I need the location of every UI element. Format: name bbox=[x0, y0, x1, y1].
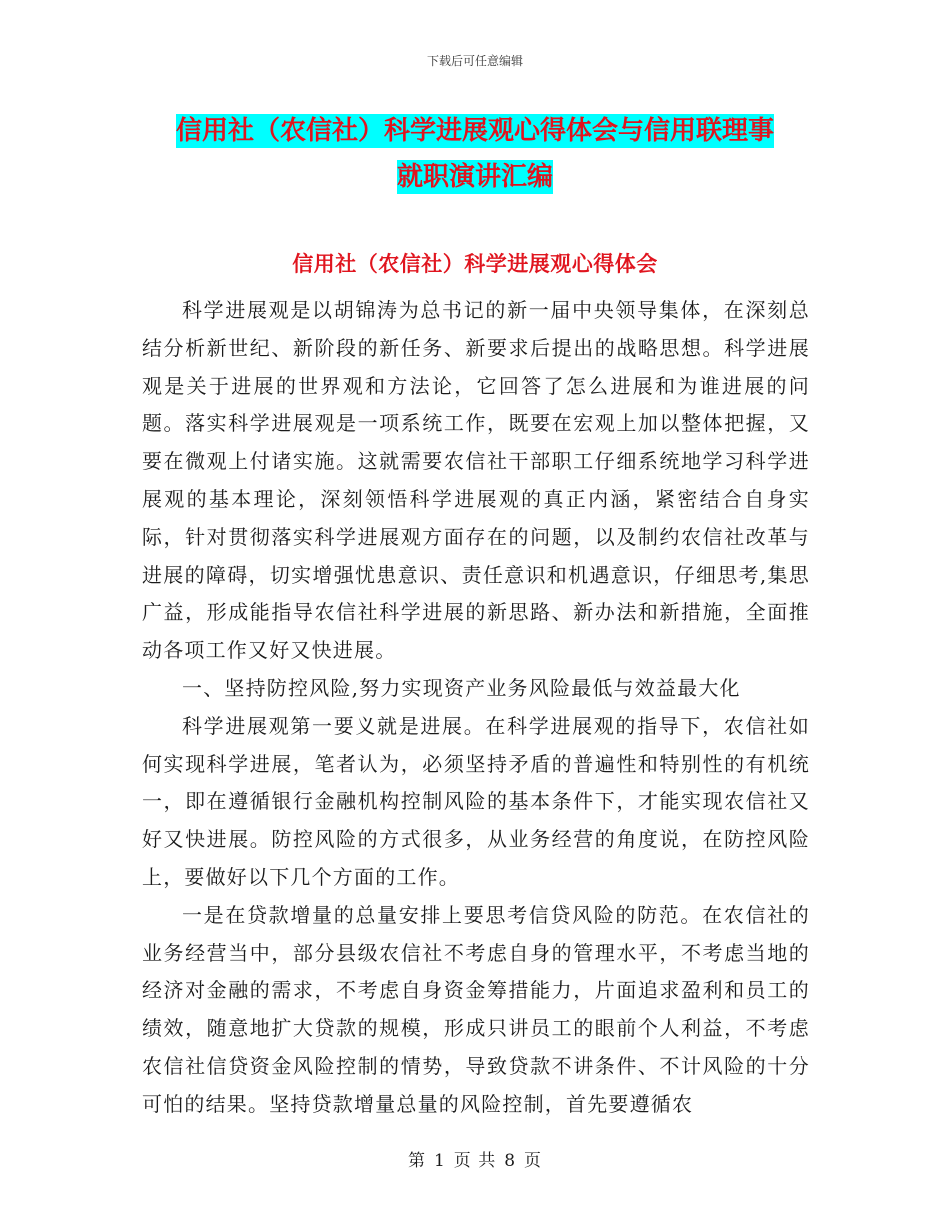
footer-mid: 页 共 bbox=[453, 1151, 497, 1171]
document-title-line-1: 信用社（农信社）科学进展观心得体会与信用联理事 bbox=[175, 116, 774, 146]
paragraph-intro: 科学进展观是以胡锦涛为总书记的新一届中央领导集体，在深刻总结分析新世纪、新阶段的新任务、新要求后提出的战略思想。科学进展观是关于进展的世界观和方法论，它回答了怎么进展和为谁进展的问题。落实科学进展观是一项系统工作，既要在宏观上加以整体把握，又要在微观上付诸实施。这就需要农信社干部职工仔细系统地学习科学进展观的基本理论，深刻领悟科学进展观的真正内涵，紧密结合自身实际，针对贯彻落实科学进展观方面存在的问题，以及制约农信社改革与进展的障碍，切实增强忧患意识、责任意识和机遇意识，仔细思考,集思广益，形成能指导农信社科学进展的新思路、新办法和新措施，全面推动各项工作又好又快进展。 bbox=[142, 298, 810, 663]
paragraph-heading-1: 一、坚持防控风险,努力实现资产业务风险最低与效益最大化 bbox=[182, 675, 741, 700]
paragraph-point-1: 一是在贷款增量的总量安排上要思考信贷风险的防范。在农信社的业务经营当中，部分县级农信社不考虑自身的管理水平，不考虑当地的经济对金融的需求，不考虑自身资金筹措能力，片面追求盈利和员工的绩效，随意地扩大贷款的规模，形成只讲员工的眼前个人利益，不考虑农信社信贷资金风险控制的情势，导致贷款不讲条件、不计风险的十分可怕的结果。坚持贷款增量总量的风险控制，首先要遵循农 bbox=[142, 902, 810, 1116]
body-text bbox=[142, 292, 810, 1124]
footer-prefix: 第 bbox=[407, 1151, 426, 1171]
footer-page-number: 1 bbox=[433, 1151, 446, 1171]
section-title: 信用社（农信社）科学进展观心得体会 bbox=[292, 252, 658, 276]
footer-suffix: 页 bbox=[524, 1151, 543, 1171]
footer-total-pages: 8 bbox=[504, 1151, 517, 1171]
header-note: 下载后可任意编辑 bbox=[426, 54, 523, 68]
paragraph-development: 科学进展观第一要义就是进展。在科学进展观的指导下，农信社如何实现科学进展，笔者认为，必须坚持矛盾的普遍性和特别性的有机统一，即在遵循银行金融机构控制风险的基本条件下，才能实现农信社又好又快进展。防控风险的方式很多，从业务经营的角度说，在防控风险上，要做好以下几个方面的工作。 bbox=[142, 713, 810, 889]
document-title-line-2: 就职演讲汇编 bbox=[396, 162, 553, 192]
page-footer bbox=[0, 1146, 950, 1171]
document-title bbox=[140, 108, 810, 200]
